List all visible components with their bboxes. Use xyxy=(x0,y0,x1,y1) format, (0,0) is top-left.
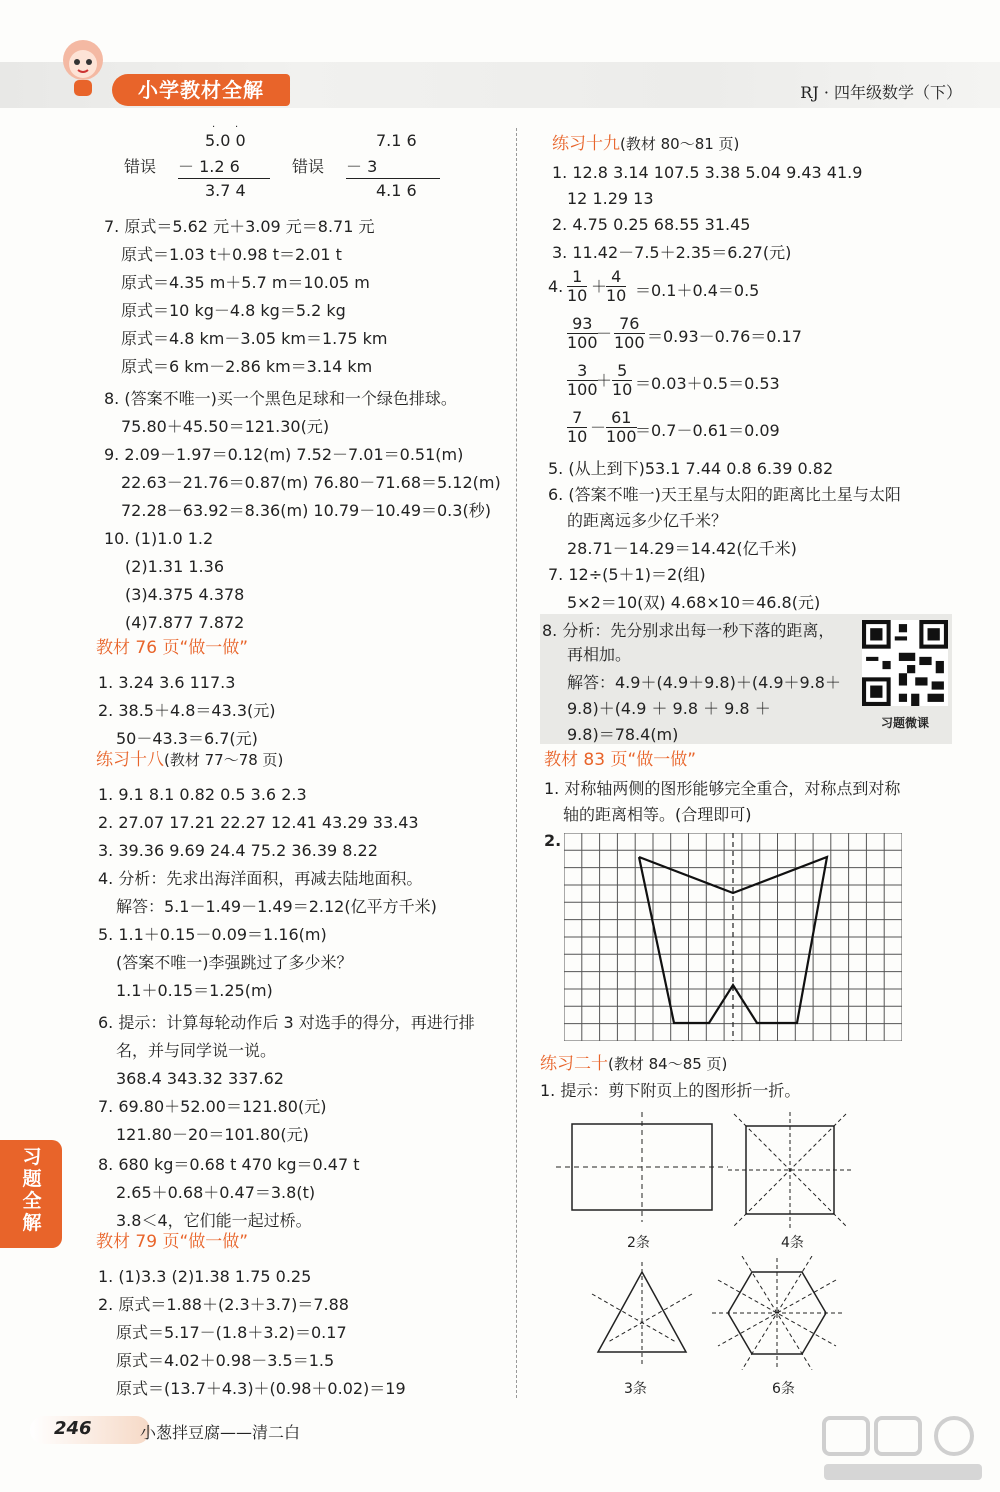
triangle-axes-figure xyxy=(590,1262,694,1370)
sub-b-label: 错误 xyxy=(292,157,325,176)
section-heading xyxy=(96,749,283,771)
sub-b-rule xyxy=(346,178,440,179)
section-heading xyxy=(96,637,248,659)
axis-count-caption: 2条 xyxy=(627,1235,650,1251)
right-answer-line: ＝0.7－0.61＝0.09 xyxy=(635,421,780,440)
left-answer-line: 名，并与同学说一说。 xyxy=(116,1041,277,1060)
left-answer-line: 6. 提示：计算每轮动作后 3 对选手的得分，再进行排 xyxy=(98,1013,475,1032)
right-answer-line: 5×2＝10(双) 4.68×10＝46.8(元) xyxy=(567,593,821,612)
left-answer-line: 原式＝4.8 km－3.05 km＝1.75 km xyxy=(121,329,388,348)
section-heading-title: 练习二十 xyxy=(540,1054,608,1074)
left-answer-line: 2. 原式＝1.88＋(2.3＋3.7)＝7.88 xyxy=(98,1295,349,1314)
fraction xyxy=(606,409,637,446)
left-answer-line: 解答：5.1－1.49－1.49＝2.12(亿平方千米) xyxy=(116,897,437,916)
section-heading xyxy=(544,749,696,771)
symmetry-grid-figure xyxy=(564,833,902,1041)
numerator: 4 xyxy=(606,268,626,287)
left-answer-line: 3.8＜4，它们能一起过桥。 xyxy=(116,1211,312,1230)
brand-title: 小学教材全解 xyxy=(112,74,290,106)
section-heading-title: 教材 79 页“做一做” xyxy=(96,1232,249,1252)
section-heading-title: 教材 83 页“做一做” xyxy=(544,750,697,770)
right-answer-line: ＝0.1＋0.4＝0.5 xyxy=(635,281,760,300)
fraction xyxy=(606,268,626,305)
left-answer-line: 1. (1)3.3 (2)1.38 1.75 0.25 xyxy=(98,1267,312,1286)
left-answer-line: 368.4 343.32 337.62 xyxy=(116,1069,284,1088)
right-answer-line: 1. 提示：剪下附页上的图形折一折。 xyxy=(540,1081,801,1100)
denominator: 100 xyxy=(614,333,645,352)
right-answer-line: 再相加。 xyxy=(567,645,632,664)
denominator: 100 xyxy=(567,380,598,399)
denominator: 10 xyxy=(606,286,627,305)
right-answer-line: 1. 对称轴两侧的图形能够完全重合，对称点到对称 xyxy=(544,779,901,798)
denominator: 10 xyxy=(567,286,588,305)
numerator: 3 xyxy=(567,362,598,381)
column-divider xyxy=(516,128,517,1398)
fraction-operator: ＋ xyxy=(591,277,608,296)
left-answer-line: 3. 39.36 9.69 24.4 75.2 36.39 8.22 xyxy=(98,841,378,860)
page-number-badge xyxy=(30,1416,150,1444)
left-answer-line: 7. 原式＝5.62 元＋3.09 元＝8.71 元 xyxy=(104,217,375,236)
fraction xyxy=(567,409,587,446)
right-answer-line: 2. 4.75 0.25 68.55 31.45 xyxy=(552,215,751,234)
left-answer-line: 原式＝(13.7＋4.3)＋(0.98＋0.02)＝19 xyxy=(116,1379,406,1398)
sub-a-mid: － 1.2 6 xyxy=(178,157,240,176)
fraction xyxy=(567,268,587,305)
section-heading-title: 练习十八 xyxy=(96,750,164,770)
right-answer-line: ＝0.03＋0.5＝0.53 xyxy=(635,374,780,393)
sub-a-bot: 3.7 4 xyxy=(205,181,246,200)
left-answer-line: 50－43.3＝6.7(元) xyxy=(116,729,258,748)
left-answer-line: 1.1＋0.15＝1.25(m) xyxy=(116,981,273,1000)
sub-b-top: 7.1 6 xyxy=(376,131,417,150)
right-answer-line: 5. (从上到下)53.1 7.44 0.8 6.39 0.82 xyxy=(548,459,834,478)
left-answer-line: (4)7.877 7.872 xyxy=(125,613,245,632)
right-answer-line: 28.71－14.29＝14.42(亿千米) xyxy=(567,539,797,558)
borrow-dot: · xyxy=(212,122,216,133)
numerator: 93 xyxy=(567,315,598,334)
right-answer-line: 3. 11.42－7.5＋2.35＝6.27(元) xyxy=(552,243,792,262)
axis-count-caption: 4条 xyxy=(781,1235,804,1251)
side-tab-label: 习题全解 xyxy=(22,1146,42,1234)
numerator: 76 xyxy=(614,315,645,334)
right-answer-line: 7. 12÷(5＋1)＝2(组) xyxy=(548,565,706,584)
square-axes-figure xyxy=(728,1112,852,1228)
left-answer-line: 8. (答案不唯一)买一个黑色足球和一个绿色排球。 xyxy=(104,389,457,408)
section-heading-title: 练习十九 xyxy=(552,134,620,154)
left-answer-line: 121.80－20＝101.80(元) xyxy=(116,1125,309,1144)
section-heading-title: 教材 76 页“做一做” xyxy=(96,638,249,658)
fraction xyxy=(614,315,645,352)
left-answer-line: 1. 3.24 3.6 117.3 xyxy=(98,673,236,692)
left-answer-line: 75.80＋45.50＝121.30(元) xyxy=(121,417,330,436)
section-heading xyxy=(540,1053,727,1075)
left-answer-line: 原式＝1.03 t＋0.98 t＝2.01 t xyxy=(121,245,342,264)
borrow-dot: · xyxy=(235,122,239,133)
denominator: 100 xyxy=(606,427,637,446)
section-heading-pages: (教材 84～85 页) xyxy=(608,1055,728,1073)
numerator: 5 xyxy=(612,362,632,381)
sub-b-mid: － 3 xyxy=(346,157,378,176)
left-answer-line: 原式＝4.02＋0.98－3.5＝1.5 xyxy=(116,1351,335,1370)
left-answer-line: 72.28－63.92＝8.36(m) 10.79－10.49＝0.3(秒) xyxy=(121,501,491,520)
rectangle-axes-figure xyxy=(556,1112,728,1222)
fraction xyxy=(612,362,632,399)
watermark-logo xyxy=(818,1412,988,1486)
axis-count-caption: 3条 xyxy=(624,1381,647,1397)
footer-motto: 小葱拌豆腐——清二白 xyxy=(140,1423,301,1442)
right-answer-line: 6. (答案不唯一)天王星与太阳的距离比土星与太阳 xyxy=(548,485,901,504)
right-answer-line: 的距离远多少亿千米？ xyxy=(567,511,728,530)
right-answer-line: 12 1.29 13 xyxy=(567,189,654,208)
sub-a-rule xyxy=(178,178,270,179)
left-answer-line: 原式＝6 km－2.86 km＝3.14 km xyxy=(121,357,373,376)
right-answer-line: ＝0.93－0.76＝0.17 xyxy=(647,327,802,346)
left-answer-line: 7. 69.80＋52.00＝121.80(元) xyxy=(98,1097,327,1116)
question-4-number: 4. xyxy=(548,277,564,296)
fraction-operator: － xyxy=(596,324,613,343)
qr-code-icon[interactable] xyxy=(862,620,948,706)
right-answer-line: 9.8)＝78.4(m) xyxy=(567,725,679,744)
left-answer-line: 原式＝5.17－(1.8＋3.2)＝0.17 xyxy=(116,1323,347,1342)
left-answer-line: 2.65＋0.68＋0.47＝3.8(t) xyxy=(116,1183,316,1202)
section-heading-pages: (教材 80～81 页) xyxy=(620,135,740,153)
mascot-icon xyxy=(56,38,110,98)
side-tab xyxy=(0,1140,62,1248)
numerator: 7 xyxy=(567,409,587,428)
left-answer-line: 10. (1)1.0 1.2 xyxy=(104,529,214,548)
right-answer-line: 1. 12.8 3.14 107.5 3.38 5.04 9.43 41.9 xyxy=(552,163,863,182)
right-answer-line: 8. 分析：先分别求出每一秒下落的距离， xyxy=(542,621,835,640)
sub-b-bot: 4.1 6 xyxy=(376,181,417,200)
section-heading xyxy=(96,1231,248,1253)
section-heading-pages: (教材 77～78 页) xyxy=(164,751,284,769)
page-number: 246 xyxy=(54,1418,92,1439)
numerator: 1 xyxy=(567,268,587,287)
denominator: 10 xyxy=(567,427,588,446)
denominator: 100 xyxy=(567,333,598,352)
fraction xyxy=(567,315,598,352)
denominator: 10 xyxy=(612,380,633,399)
fraction-operator: － xyxy=(590,418,607,437)
header-book-info: RJ · 四年级数学（下） xyxy=(800,83,962,102)
axis-count-caption: 6条 xyxy=(772,1381,795,1397)
hexagon-axes-figure xyxy=(710,1256,844,1370)
left-answer-line: 原式＝10 kg－4.8 kg＝5.2 kg xyxy=(121,301,346,320)
sub-a-top: 5.0 0 xyxy=(205,131,246,150)
question-2-number: 2. xyxy=(544,831,562,850)
section-heading xyxy=(552,133,739,155)
left-answer-line: 2. 27.07 17.21 22.27 12.41 43.29 33.43 xyxy=(98,813,419,832)
left-answer-line: 原式＝4.35 m＋5.7 m＝10.05 m xyxy=(121,273,370,292)
left-answer-line: (答案不唯一)李强跳过了多少米？ xyxy=(116,953,353,972)
left-answer-line: 5. 1.1＋0.15－0.09＝1.16(m) xyxy=(98,925,327,944)
fraction xyxy=(567,362,598,399)
left-answer-line: 4. 分析：先求出海洋面积，再减去陆地面积。 xyxy=(98,869,423,888)
left-answer-line: (2)1.31 1.36 xyxy=(125,557,224,576)
left-answer-line: (3)4.375 4.378 xyxy=(125,585,245,604)
right-answer-line: 9.8)＋(4.9 ＋ 9.8 ＋ 9.8 ＋ xyxy=(567,699,771,718)
qr-caption: 习题微课 xyxy=(880,716,929,730)
left-answer-line: 22.63－21.76＝0.87(m) 76.80－71.68＝5.12(m) xyxy=(121,473,501,492)
fraction-operator: ＋ xyxy=(596,371,613,390)
right-answer-line: 轴的距离相等。(合理即可) xyxy=(563,805,752,824)
numerator: 61 xyxy=(606,409,637,428)
left-answer-line: 1. 9.1 8.1 0.82 0.5 3.6 2.3 xyxy=(98,785,307,804)
left-answer-line: 8. 680 kg＝0.68 t 470 kg＝0.47 t xyxy=(98,1155,360,1174)
right-answer-line: 解答：4.9＋(4.9＋9.8)＋(4.9＋9.8＋ xyxy=(567,673,841,692)
sub-a-label: 错误 xyxy=(124,157,157,176)
left-answer-line: 2. 38.5＋4.8＝43.3(元) xyxy=(98,701,276,720)
left-answer-line: 9. 2.09－1.97＝0.12(m) 7.52－7.01＝0.51(m) xyxy=(104,445,464,464)
